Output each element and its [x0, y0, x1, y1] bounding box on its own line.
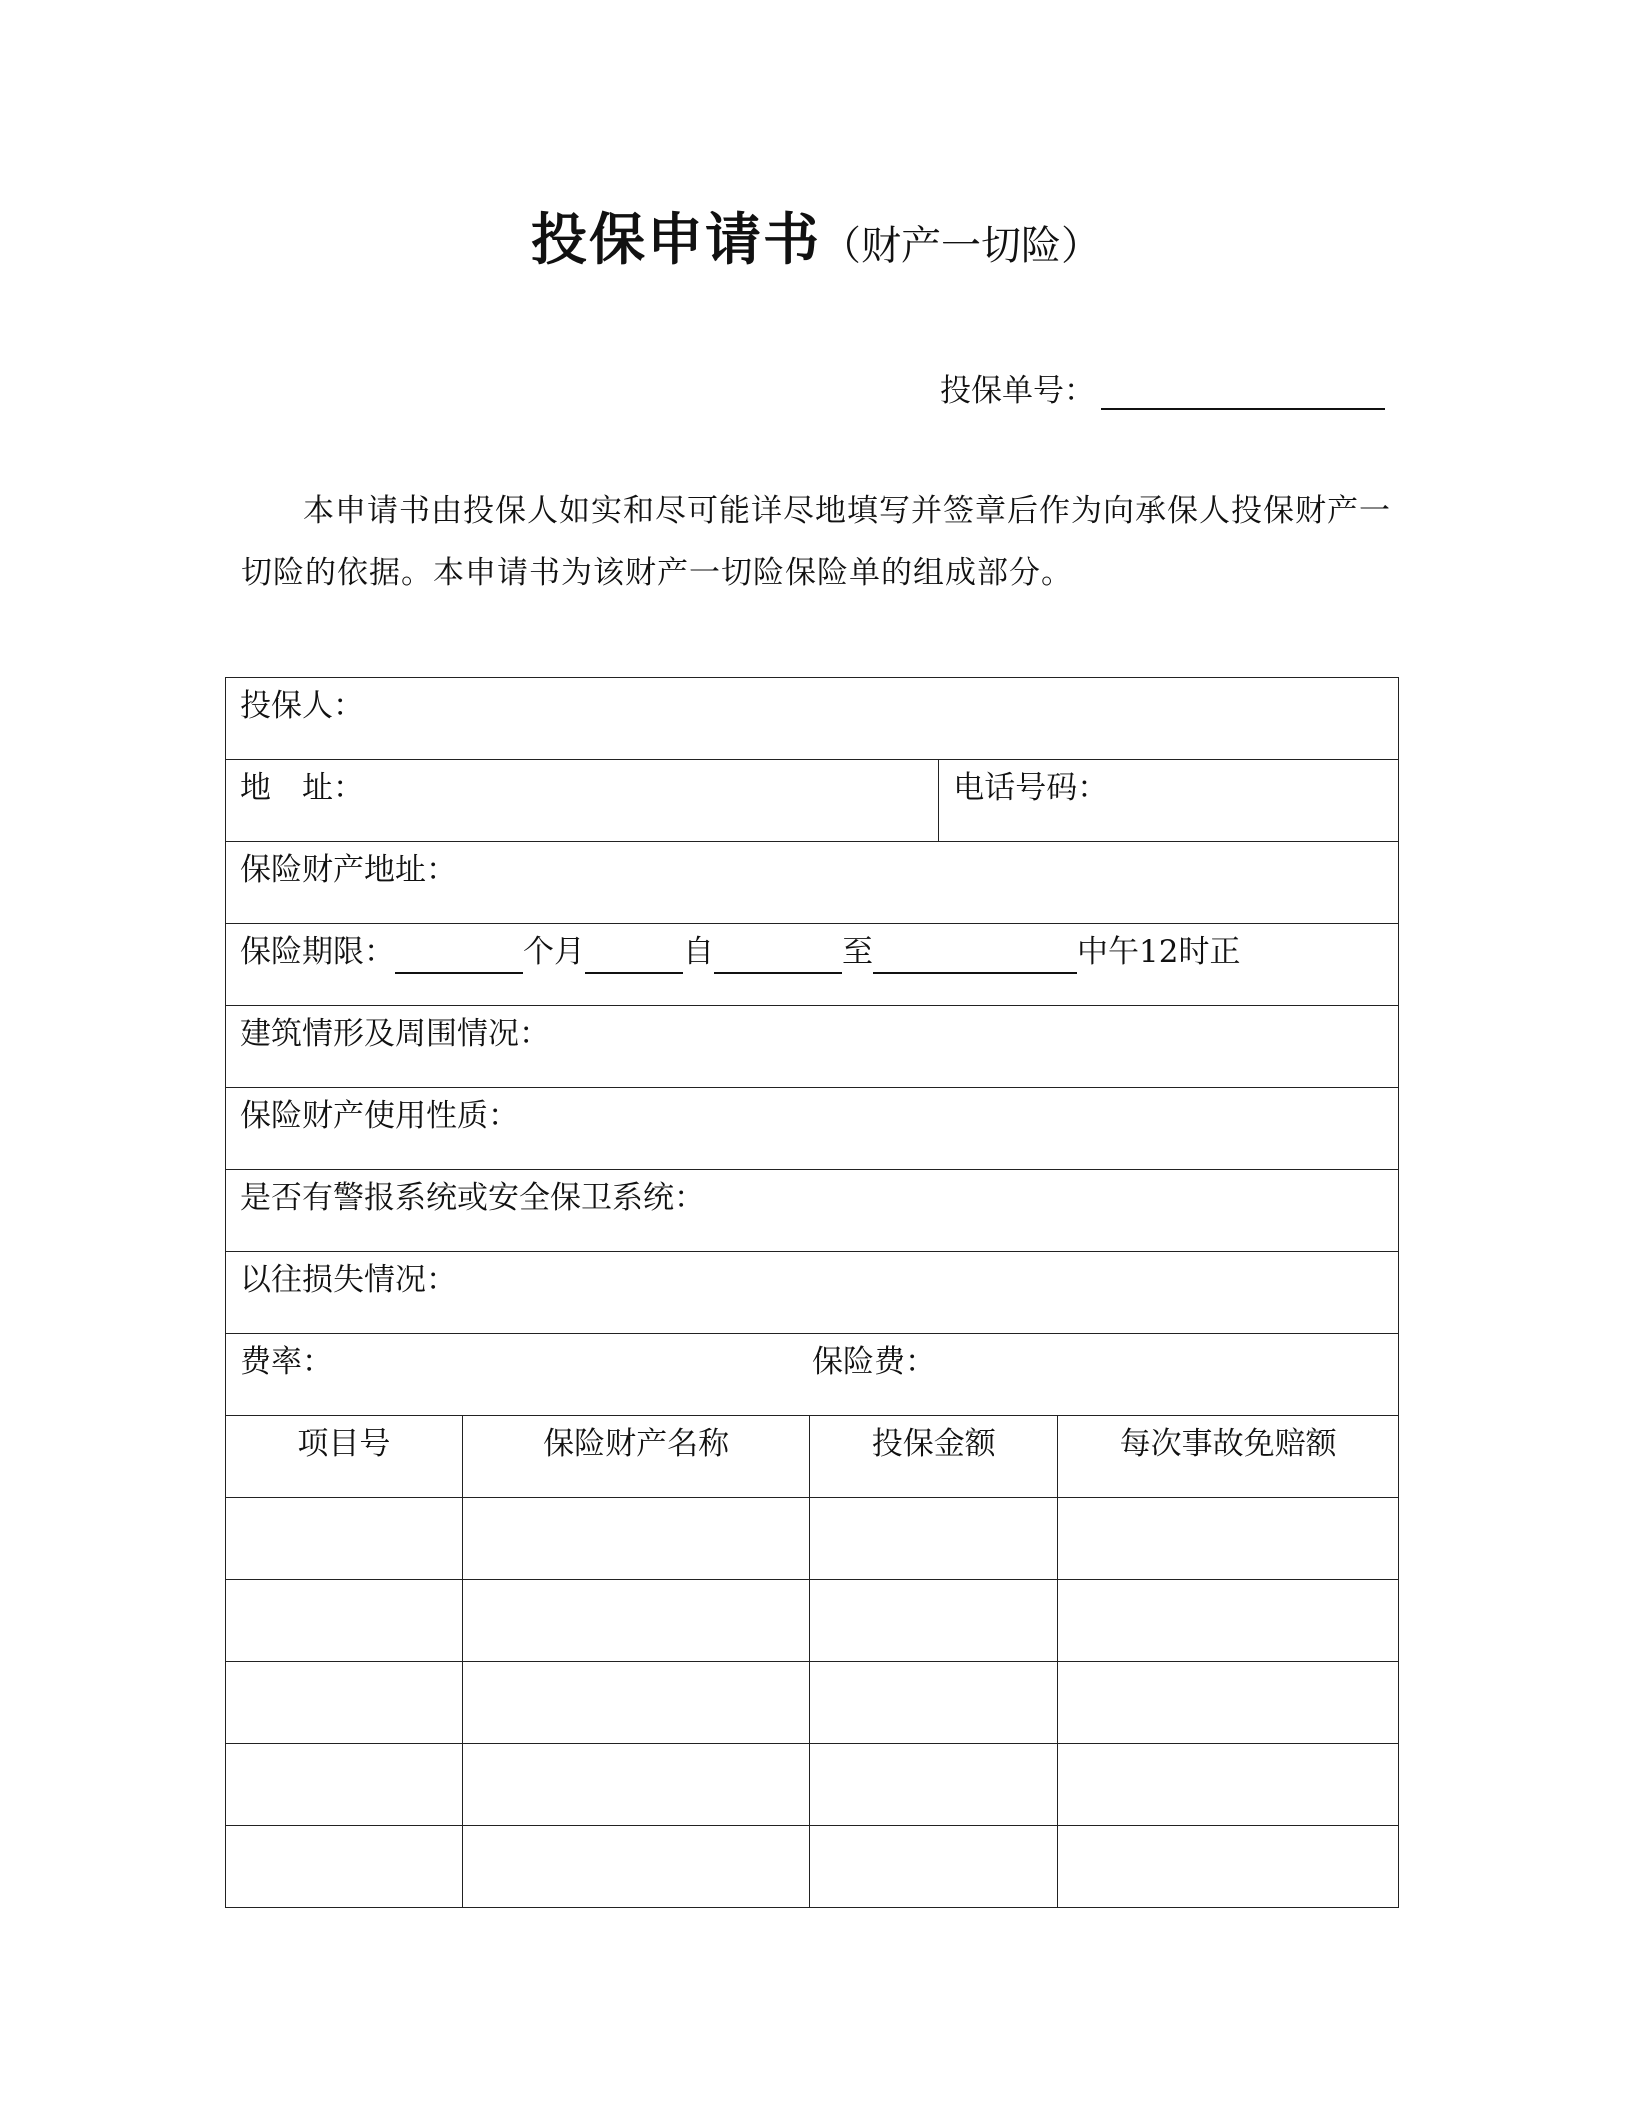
deductible-cell[interactable]: [1058, 1498, 1399, 1580]
deductible-cell[interactable]: [1058, 1744, 1399, 1826]
item-no-cell[interactable]: [226, 1826, 463, 1908]
alarm-field[interactable]: [226, 1170, 1399, 1252]
property-name-cell[interactable]: [462, 1580, 810, 1662]
header-deductible: 每次事故免赔额: [1058, 1416, 1399, 1498]
item-no-cell[interactable]: [226, 1744, 463, 1826]
form-row-property-address: [226, 842, 1399, 924]
header-item-no: 项目号: [226, 1416, 463, 1498]
form-row-alarm: [226, 1170, 1399, 1252]
deductible-cell[interactable]: [1058, 1580, 1399, 1662]
form-row-period: [226, 924, 1399, 1006]
rate-label: 费率：: [240, 1344, 333, 1380]
insured-amount-cell[interactable]: [810, 1580, 1058, 1662]
form-row-usage: [226, 1088, 1399, 1170]
address-label: 地 址：: [240, 770, 364, 806]
period-from-label: 自: [683, 934, 714, 970]
deductible-cell[interactable]: [1058, 1826, 1399, 1908]
period-months-label: 个月: [523, 934, 585, 970]
item-no-cell[interactable]: [226, 1580, 463, 1662]
period-to-label: 至: [842, 934, 873, 970]
property-address-label: 保险财产地址：: [240, 852, 457, 888]
form-row-building: [226, 1006, 1399, 1088]
form-row-rate-premium: [226, 1334, 1399, 1416]
form-row-loss-history: [226, 1252, 1399, 1334]
table-row: [226, 1826, 1399, 1908]
property-name-cell[interactable]: [462, 1662, 810, 1744]
building-label: 建筑情形及周围情况：: [240, 1016, 550, 1052]
property-name-cell[interactable]: [462, 1826, 810, 1908]
usage-label: 保险财产使用性质：: [240, 1098, 519, 1134]
period-field: [226, 924, 1399, 1006]
policy-number-row: [940, 365, 1385, 410]
building-field[interactable]: [226, 1006, 1399, 1088]
table-row: [226, 1498, 1399, 1580]
intro-paragraph: 本申请书由投保人如实和尽可能详尽地填写并签章后作为向承保人投保财产一切险的依据。本申请书为该财产一切险保险单的组成部分。: [241, 493, 1391, 591]
phone-label: 电话号码：: [953, 770, 1109, 806]
premium-label: 保险费：: [812, 1344, 936, 1380]
policy-number-label: 投保单号：: [940, 373, 1095, 409]
table-row: [226, 1580, 1399, 1662]
address-field[interactable]: [226, 760, 939, 842]
period-extra-blank[interactable]: [585, 938, 683, 974]
document-title: [0, 196, 1632, 276]
header-insured-amount: 投保金额: [810, 1416, 1058, 1498]
loss-history-field[interactable]: [226, 1252, 1399, 1334]
title-main: 投保申请书: [531, 208, 821, 273]
policy-number-field[interactable]: [1101, 376, 1385, 410]
loss-history-label: 以往损失情况：: [240, 1262, 457, 1298]
form-row-address: [226, 760, 1399, 842]
period-to-blank[interactable]: [873, 938, 1077, 974]
period-label: 保险期限：: [240, 934, 395, 970]
period-suffix: 中午12时正: [1077, 934, 1241, 970]
insured-amount-cell[interactable]: [810, 1744, 1058, 1826]
insured-amount-cell[interactable]: [810, 1498, 1058, 1580]
table-row: [226, 1662, 1399, 1744]
insured-amount-cell[interactable]: [810, 1662, 1058, 1744]
header-property-name: 保险财产名称: [462, 1416, 810, 1498]
phone-field[interactable]: [939, 760, 1399, 842]
title-subtitle: （财产一切险）: [821, 223, 1101, 269]
application-form-table: [225, 677, 1399, 1908]
applicant-label: 投保人：: [240, 688, 364, 724]
item-no-cell[interactable]: [226, 1498, 463, 1580]
period-from-blank[interactable]: [714, 938, 842, 974]
period-months-blank[interactable]: [395, 938, 523, 974]
alarm-label: 是否有警报系统或安全保卫系统：: [240, 1180, 705, 1216]
usage-field[interactable]: [226, 1088, 1399, 1170]
deductible-cell[interactable]: [1058, 1662, 1399, 1744]
property-address-field[interactable]: [226, 842, 1399, 924]
form-row-applicant: [226, 678, 1399, 760]
table-row: [226, 1744, 1399, 1826]
applicant-field[interactable]: [226, 678, 1399, 760]
item-no-cell[interactable]: [226, 1662, 463, 1744]
property-name-cell[interactable]: [462, 1498, 810, 1580]
rate-premium-field[interactable]: [226, 1334, 1399, 1416]
property-name-cell[interactable]: [462, 1744, 810, 1826]
items-header-row: [226, 1416, 1399, 1498]
insured-amount-cell[interactable]: [810, 1826, 1058, 1908]
